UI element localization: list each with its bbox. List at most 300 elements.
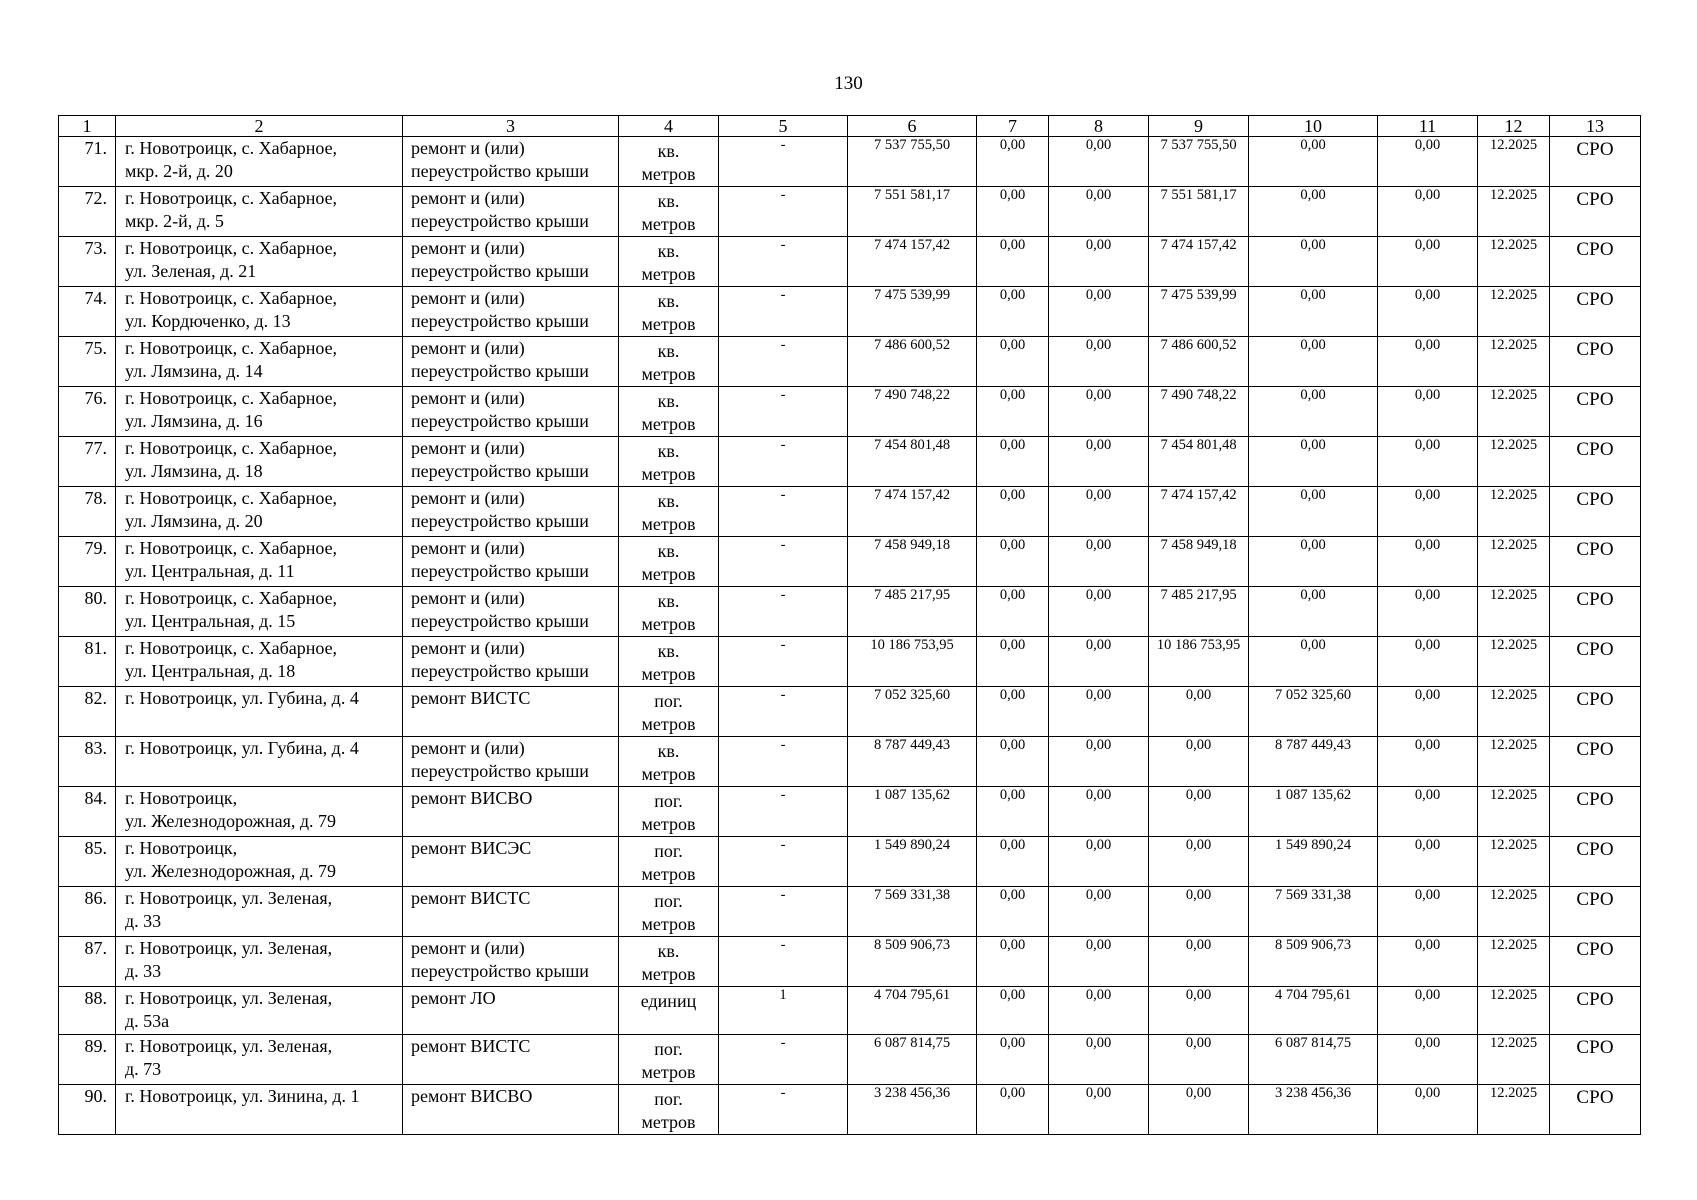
col7-cell-line: 0,00 — [999, 737, 1026, 753]
unit-cell-line: метров — [641, 414, 696, 434]
organization-cell — [1550, 387, 1641, 437]
col9-cell-line: 7 475 539,99 — [1160, 287, 1237, 303]
organization-cell — [1550, 887, 1641, 937]
work-type-cell-line: переустройство крыши — [411, 961, 589, 981]
total-cost-cell — [848, 937, 977, 987]
col7-cell — [977, 437, 1049, 487]
quantity-cell — [719, 337, 848, 387]
unit-cell-line: кв. — [657, 491, 680, 511]
total-cost-cell — [848, 637, 977, 687]
row-number — [59, 237, 116, 287]
unit-cell-line: пог. — [654, 891, 683, 911]
col8-cell — [1049, 437, 1149, 487]
col10-cell-line: 4 704 795,61 — [1274, 987, 1352, 1003]
col11-cell-line: 0,00 — [1414, 137, 1441, 153]
col8-cell-line: 0,00 — [1085, 387, 1112, 403]
col7-cell-line: 0,00 — [999, 787, 1026, 803]
col10-cell-line: 7 052 325,60 — [1274, 687, 1352, 703]
column-header-11: 11 — [1378, 116, 1478, 137]
organization-cell — [1550, 437, 1641, 487]
col9-cell-line: 0,00 — [1185, 987, 1212, 1003]
col9-cell — [1149, 687, 1249, 737]
col9-cell-line: 0,00 — [1185, 787, 1212, 803]
address-cell-line: д. 33 — [125, 911, 162, 931]
col11-cell — [1378, 187, 1478, 237]
col7-cell — [977, 237, 1049, 287]
total-cost-cell — [848, 687, 977, 737]
col9-cell — [1149, 1084, 1249, 1134]
work-type-cell-line: переустройство крыши — [411, 311, 589, 331]
address-cell-line: ул. Лямзина, д. 18 — [125, 461, 263, 481]
completion-date-cell — [1478, 187, 1550, 237]
col8-cell — [1049, 1084, 1149, 1134]
unit-cell-line: метров — [641, 314, 696, 334]
address-cell — [116, 537, 403, 587]
column-header-13: 13 — [1550, 116, 1641, 137]
col9-cell-line: 7 458 949,18 — [1160, 537, 1237, 553]
col9-cell-line: 0,00 — [1185, 1084, 1212, 1101]
address-cell-line: мкр. 2-й, д. 5 — [125, 211, 224, 231]
page-number: 130 — [834, 73, 863, 94]
work-type-cell — [403, 1084, 619, 1134]
col10-cell-line: 0,00 — [1300, 537, 1326, 553]
row-number — [59, 437, 116, 487]
col7-cell — [977, 687, 1049, 737]
completion-date-cell-line: 12.2025 — [1489, 437, 1538, 453]
completion-date-cell — [1478, 737, 1550, 787]
completion-date-cell-line: 12.2025 — [1489, 637, 1538, 653]
completion-date-cell — [1478, 437, 1550, 487]
col8-cell — [1049, 487, 1149, 537]
work-type-cell-line: ремонт и (или) — [411, 188, 525, 208]
organization-cell — [1550, 937, 1641, 987]
organization-cell-line: СРО — [1576, 239, 1614, 260]
quantity-cell-line: - — [780, 887, 786, 903]
quantity-cell — [719, 487, 848, 537]
address-cell-line: г. Новотроицк, с. Хабарное, — [125, 188, 338, 208]
col10-cell-line: 0,00 — [1300, 287, 1326, 303]
row-number-line: 83. — [84, 738, 107, 758]
unit-cell-line: кв. — [657, 391, 680, 411]
total-cost-cell-line: 7 537 755,50 — [873, 137, 951, 153]
work-type-cell — [403, 287, 619, 337]
work-type-cell-line: ремонт ВИСВО — [411, 788, 533, 808]
quantity-cell-line: - — [780, 387, 786, 403]
work-type-cell-line: ремонт и (или) — [411, 388, 525, 408]
col9-cell — [1149, 787, 1249, 837]
unit-cell-line: метров — [641, 1111, 696, 1132]
unit-cell — [619, 787, 719, 837]
quantity-cell — [719, 237, 848, 287]
col8-cell — [1049, 237, 1149, 287]
work-type-cell-line: ремонт и (или) — [411, 938, 525, 958]
work-type-cell — [403, 637, 619, 687]
column-header-5: 5 — [719, 116, 848, 137]
address-cell-line: мкр. 2-й, д. 20 — [125, 161, 233, 181]
organization-cell-line: СРО — [1576, 539, 1614, 560]
col10-cell — [1249, 537, 1378, 587]
table-row — [59, 787, 1641, 837]
completion-date-cell — [1478, 287, 1550, 337]
work-type-cell-line: ремонт и (или) — [411, 538, 525, 558]
col10-cell-line: 0,00 — [1300, 187, 1326, 203]
table-row — [59, 1084, 1641, 1134]
col9-cell-line: 0,00 — [1185, 937, 1212, 953]
unit-cell-line: кв. — [657, 741, 680, 761]
total-cost-cell — [848, 387, 977, 437]
total-cost-cell-line: 4 704 795,61 — [873, 987, 951, 1003]
total-cost-cell — [848, 1084, 977, 1134]
total-cost-cell-line: 7 052 325,60 — [873, 687, 951, 703]
col11-cell-line: 0,00 — [1414, 737, 1441, 753]
work-type-cell-line: переустройство крыши — [411, 161, 589, 181]
table-row — [59, 537, 1641, 587]
work-type-cell-line: переустройство крыши — [411, 511, 589, 531]
completion-date-cell — [1478, 787, 1550, 837]
address-cell — [116, 987, 403, 1035]
row-number — [59, 1034, 116, 1084]
work-type-cell-line: переустройство крыши — [411, 261, 589, 281]
col10-cell — [1249, 137, 1378, 187]
row-number-line: 89. — [84, 1035, 107, 1056]
unit-cell-line: метров — [641, 514, 696, 534]
col7-cell-line: 0,00 — [999, 837, 1026, 853]
col7-cell-line: 0,00 — [999, 187, 1026, 203]
completion-date-cell-line: 12.2025 — [1489, 837, 1538, 853]
address-cell-line: г. Новотроицк, с. Хабарное, — [125, 388, 338, 408]
table-row — [59, 337, 1641, 387]
col10-cell-line: 3 238 456,36 — [1274, 1084, 1352, 1101]
total-cost-cell — [848, 437, 977, 487]
total-cost-cell-line: 7 490 748,22 — [873, 387, 951, 403]
organization-cell-line: СРО — [1576, 339, 1614, 360]
unit-cell-line: метров — [641, 964, 696, 984]
completion-date-cell — [1478, 1084, 1550, 1134]
completion-date-cell-line: 12.2025 — [1489, 987, 1538, 1003]
unit-cell-line: кв. — [657, 191, 680, 211]
row-number-line: 90. — [84, 1085, 107, 1106]
col9-cell-line: 7 486 600,52 — [1160, 337, 1237, 353]
address-cell — [116, 787, 403, 837]
col8-cell — [1049, 387, 1149, 437]
col10-cell — [1249, 1084, 1378, 1134]
address-cell-line: ул. Центральная, д. 15 — [125, 611, 296, 631]
unit-cell-line: пог. — [654, 841, 683, 861]
table-row — [59, 587, 1641, 637]
col7-cell — [977, 737, 1049, 787]
total-cost-cell — [848, 837, 977, 887]
address-cell-line: г. Новотроицк, с. Хабарное, — [125, 438, 338, 458]
completion-date-cell-line: 12.2025 — [1489, 1034, 1538, 1051]
row-number-line: 86. — [84, 888, 107, 908]
completion-date-cell-line: 12.2025 — [1489, 287, 1538, 303]
organization-cell-line: СРО — [1576, 1036, 1614, 1058]
total-cost-cell-line: 7 458 949,18 — [873, 537, 951, 553]
work-type-cell-line: ремонт и (или) — [411, 488, 525, 508]
col10-cell — [1249, 687, 1378, 737]
table-row — [59, 887, 1641, 937]
col7-cell-line: 0,00 — [999, 637, 1026, 653]
col7-cell-line: 0,00 — [999, 237, 1026, 253]
total-cost-cell — [848, 237, 977, 287]
col10-cell-line: 1 549 890,24 — [1274, 837, 1352, 853]
total-cost-cell-line: 7 454 801,48 — [873, 437, 951, 453]
work-type-cell-line: ремонт ВИСТС — [411, 1035, 531, 1056]
row-number — [59, 737, 116, 787]
table-row — [59, 187, 1641, 237]
row-number — [59, 537, 116, 587]
quantity-cell-line: - — [780, 1084, 786, 1101]
col7-cell-line: 0,00 — [999, 537, 1026, 553]
completion-date-cell-line: 12.2025 — [1489, 487, 1538, 503]
work-type-cell — [403, 887, 619, 937]
row-number-line: 72. — [84, 188, 107, 208]
col9-cell — [1149, 137, 1249, 187]
organization-cell — [1550, 337, 1641, 387]
column-header-9: 9 — [1149, 116, 1249, 137]
work-type-cell-line: переустройство крыши — [411, 661, 589, 681]
organization-cell — [1550, 537, 1641, 587]
col10-cell — [1249, 737, 1378, 787]
unit-cell — [619, 987, 719, 1035]
col10-cell-line: 0,00 — [1300, 237, 1326, 253]
col8-cell-line: 0,00 — [1085, 1084, 1112, 1101]
completion-date-cell — [1478, 537, 1550, 587]
col11-cell — [1378, 587, 1478, 637]
organization-cell-line: СРО — [1576, 839, 1614, 860]
row-number — [59, 387, 116, 437]
quantity-cell — [719, 787, 848, 837]
col10-cell — [1249, 587, 1378, 637]
address-cell — [116, 387, 403, 437]
row-number — [59, 287, 116, 337]
unit-cell — [619, 137, 719, 187]
address-cell-line: г. Новотроицк, с. Хабарное, — [125, 288, 338, 308]
col7-cell — [977, 637, 1049, 687]
row-number-line: 76. — [84, 388, 107, 408]
completion-date-cell-line: 12.2025 — [1489, 1084, 1538, 1101]
col9-cell — [1149, 1034, 1249, 1084]
total-cost-cell — [848, 737, 977, 787]
col7-cell — [977, 837, 1049, 887]
unit-cell-line: кв. — [657, 341, 680, 361]
row-number — [59, 587, 116, 637]
work-type-cell-line: ремонт и (или) — [411, 588, 525, 608]
col10-cell — [1249, 287, 1378, 337]
col11-cell — [1378, 387, 1478, 437]
completion-date-cell — [1478, 587, 1550, 637]
col10-cell-line: 0,00 — [1300, 437, 1326, 453]
row-number-line: 78. — [84, 488, 107, 508]
col11-cell-line: 0,00 — [1414, 337, 1441, 353]
col11-cell-line: 0,00 — [1414, 837, 1441, 853]
quantity-cell — [719, 537, 848, 587]
completion-date-cell — [1478, 1034, 1550, 1084]
work-type-cell-line: ремонт и (или) — [411, 638, 525, 658]
col10-cell-line: 0,00 — [1300, 387, 1326, 403]
total-cost-cell — [848, 337, 977, 387]
col10-cell-line: 1 087 135,62 — [1274, 787, 1352, 803]
organization-cell — [1550, 237, 1641, 287]
organization-cell — [1550, 737, 1641, 787]
organization-cell-line: СРО — [1576, 689, 1614, 710]
address-cell — [116, 887, 403, 937]
work-type-cell-line: ремонт и (или) — [411, 238, 525, 258]
col7-cell-line: 0,00 — [999, 437, 1026, 453]
row-number-line: 71. — [84, 138, 107, 158]
work-type-cell-line: ремонт ВИСТС — [411, 688, 531, 708]
organization-cell — [1550, 1084, 1641, 1134]
unit-cell-line: кв. — [657, 241, 680, 261]
row-number-line: 75. — [84, 338, 107, 358]
unit-cell — [619, 887, 719, 937]
col9-cell-line: 0,00 — [1185, 737, 1212, 753]
repair-plan-table — [58, 115, 1641, 1135]
col9-cell-line: 0,00 — [1185, 687, 1212, 703]
unit-cell-line: метров — [641, 1061, 696, 1082]
organization-cell-line: СРО — [1576, 439, 1614, 460]
col9-cell-line: 10 186 753,95 — [1156, 637, 1241, 653]
organization-cell — [1550, 637, 1641, 687]
col9-cell — [1149, 387, 1249, 437]
column-header-2: 2 — [116, 116, 403, 137]
total-cost-cell — [848, 137, 977, 187]
work-type-cell-line: ремонт ВИСЭС — [411, 838, 532, 858]
column-header-6: 6 — [848, 116, 977, 137]
quantity-cell-line: - — [780, 187, 786, 203]
work-type-cell — [403, 487, 619, 537]
unit-cell-line: метров — [641, 664, 696, 684]
col9-cell — [1149, 487, 1249, 537]
col8-cell-line: 0,00 — [1085, 737, 1112, 753]
col8-cell-line: 0,00 — [1085, 587, 1112, 603]
col9-cell — [1149, 887, 1249, 937]
organization-cell-line: СРО — [1576, 789, 1614, 810]
col11-cell-line: 0,00 — [1414, 537, 1441, 553]
address-cell-line: г. Новотроицк, с. Хабарное, — [125, 588, 338, 608]
table-row — [59, 737, 1641, 787]
unit-cell-line: метров — [641, 864, 696, 884]
col11-cell — [1378, 437, 1478, 487]
work-type-cell-line: переустройство крыши — [411, 611, 589, 631]
quantity-cell-line: - — [780, 737, 786, 753]
col8-cell-line: 0,00 — [1085, 187, 1112, 203]
total-cost-cell-line: 7 474 157,42 — [873, 237, 951, 253]
unit-cell — [619, 187, 719, 237]
row-number-line: 84. — [84, 788, 107, 808]
row-number-line: 80. — [84, 588, 107, 608]
completion-date-cell — [1478, 837, 1550, 887]
unit-cell-line: кв. — [657, 941, 680, 961]
table-header — [59, 116, 1641, 137]
col7-cell — [977, 1084, 1049, 1134]
row-number — [59, 1084, 116, 1134]
quantity-cell-line: - — [780, 337, 786, 353]
col10-cell — [1249, 887, 1378, 937]
col11-cell-line: 0,00 — [1414, 387, 1441, 403]
completion-date-cell — [1478, 237, 1550, 287]
address-cell-line: г. Новотроицк, — [125, 838, 238, 858]
quantity-cell-line: - — [780, 137, 786, 153]
work-type-cell-line: переустройство крыши — [411, 411, 589, 431]
address-cell — [116, 337, 403, 387]
work-type-cell — [403, 187, 619, 237]
work-type-cell-line: ремонт ВИСВО — [411, 1085, 533, 1106]
completion-date-cell-line: 12.2025 — [1489, 537, 1538, 553]
organization-cell-line: СРО — [1576, 1086, 1614, 1108]
address-cell-line: ул. Лямзина, д. 16 — [125, 411, 263, 431]
total-cost-cell — [848, 987, 977, 1035]
col8-cell — [1049, 687, 1149, 737]
address-cell — [116, 287, 403, 337]
address-cell — [116, 487, 403, 537]
work-type-cell-line: ремонт и (или) — [411, 438, 525, 458]
row-number — [59, 987, 116, 1035]
completion-date-cell-line: 12.2025 — [1489, 187, 1538, 203]
total-cost-cell — [848, 287, 977, 337]
col11-cell — [1378, 787, 1478, 837]
col11-cell-line: 0,00 — [1414, 487, 1441, 503]
column-header-7: 7 — [977, 116, 1049, 137]
address-cell-line: ул. Зеленая, д. 21 — [125, 261, 257, 281]
organization-cell-line: СРО — [1576, 639, 1614, 660]
col11-cell-line: 0,00 — [1414, 687, 1441, 703]
organization-cell-line: СРО — [1576, 289, 1614, 310]
address-cell-line: г. Новотроицк, с. Хабарное, — [125, 638, 338, 658]
row-number-line: 81. — [84, 638, 107, 658]
work-type-cell-line: ремонт и (или) — [411, 338, 525, 358]
completion-date-cell-line: 12.2025 — [1489, 887, 1538, 903]
row-number-line: 82. — [84, 688, 107, 708]
unit-cell — [619, 337, 719, 387]
address-cell-line: г. Новотроицк, ул. Зинина, д. 1 — [125, 1085, 360, 1106]
col9-cell-line: 0,00 — [1185, 837, 1212, 853]
unit-cell-line: пог. — [654, 791, 683, 811]
table-row — [59, 987, 1641, 1035]
quantity-cell — [719, 587, 848, 637]
total-cost-cell — [848, 1034, 977, 1084]
row-number — [59, 337, 116, 387]
quantity-cell-line: - — [780, 637, 786, 653]
col10-cell — [1249, 787, 1378, 837]
organization-cell — [1550, 287, 1641, 337]
total-cost-cell-line: 7 486 600,52 — [873, 337, 951, 353]
total-cost-cell — [848, 787, 977, 837]
col7-cell-line: 0,00 — [999, 137, 1026, 153]
address-cell — [116, 237, 403, 287]
total-cost-cell-line: 6 087 814,75 — [873, 1034, 951, 1051]
unit-cell-line: метров — [641, 814, 696, 834]
unit-cell — [619, 737, 719, 787]
organization-cell-line: СРО — [1576, 939, 1614, 960]
quantity-cell — [719, 837, 848, 887]
unit-cell — [619, 237, 719, 287]
address-cell — [116, 687, 403, 737]
col11-cell-line: 0,00 — [1414, 1034, 1441, 1051]
col8-cell-line: 0,00 — [1085, 837, 1112, 853]
col9-cell — [1149, 937, 1249, 987]
col7-cell-line: 0,00 — [999, 387, 1026, 403]
col11-cell — [1378, 887, 1478, 937]
table-row — [59, 287, 1641, 337]
row-number — [59, 137, 116, 187]
col7-cell-line: 0,00 — [999, 587, 1026, 603]
col11-cell — [1378, 337, 1478, 387]
work-type-cell — [403, 787, 619, 837]
col11-cell-line: 0,00 — [1414, 187, 1441, 203]
completion-date-cell — [1478, 387, 1550, 437]
column-header-12: 12 — [1478, 116, 1550, 137]
